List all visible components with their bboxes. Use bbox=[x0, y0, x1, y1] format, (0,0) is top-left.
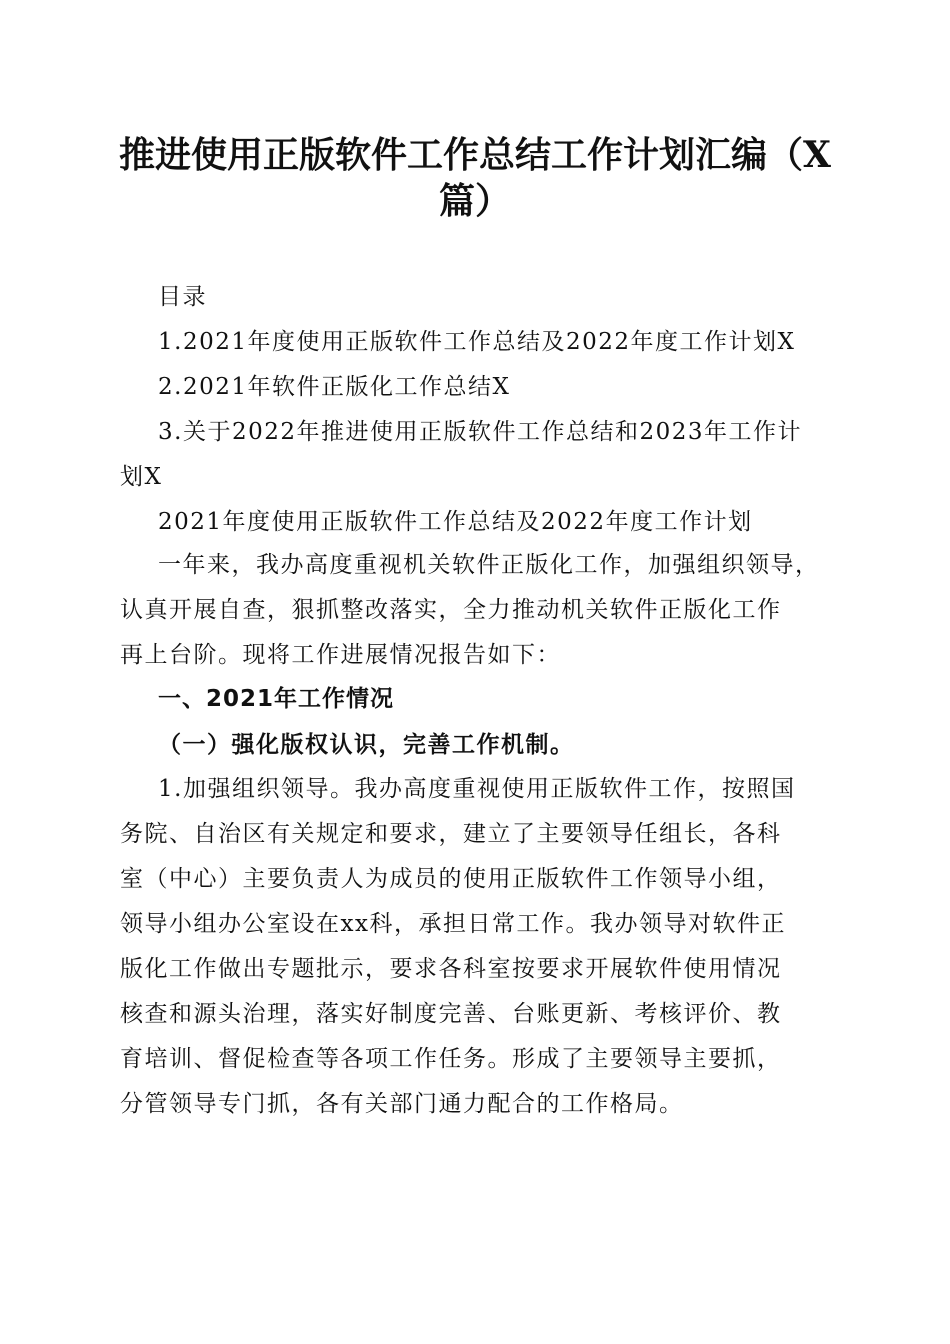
intro-line-1: 一年来，我办高度重视机关软件正版化工作，加强组织领导， bbox=[158, 552, 820, 578]
paragraph-1-line-8: 分管领导专门抓，各有关部门通力配合的工作格局。 bbox=[120, 1091, 684, 1117]
toc-item-2: 2.2021年软件正版化工作总结X bbox=[158, 374, 511, 400]
paragraph-1-line-1: 1.加强组织领导。我办高度重视使用正版软件工作，按照国 bbox=[158, 776, 796, 802]
paragraph-1-line-5: 版化工作做出专题批示，要求各科室按要求开展软件使用情况 bbox=[120, 956, 782, 982]
toc-item-3: 3.关于2022年推进使用正版软件工作总结和2023年工作计 bbox=[158, 419, 803, 445]
title-line-1: 推进使用正版软件工作总结工作计划汇编（X bbox=[119, 134, 831, 176]
paragraph-1-line-2: 务院、自治区有关规定和要求，建立了主要领导任组长，各科 bbox=[120, 821, 782, 847]
intro-line-2: 认真开展自查，狠抓整改落实，全力推动机关软件正版化工作 bbox=[120, 597, 782, 623]
intro-line-3: 再上台阶。现将工作进展情况报告如下： bbox=[120, 642, 561, 668]
paragraph-1-line-4: 领导小组办公室设在xx科，承担日常工作。我办领导对软件正 bbox=[120, 911, 786, 937]
title-line-2: 篇） bbox=[438, 180, 511, 222]
subheading-1: （一）强化版权认识，完善工作机制。 bbox=[158, 731, 575, 758]
heading-1: 一、2021年工作情况 bbox=[158, 686, 395, 712]
paragraph-1-line-7: 育培训、督促检查等各项工作任务。形成了主要领导主要抓， bbox=[120, 1046, 782, 1072]
paragraph-1-line-3: 室（中心）主要负责人为成员的使用正版软件工作领导小组， bbox=[120, 866, 782, 892]
paragraph-1-line-6: 核查和源头治理，落实好制度完善、台账更新、考核评价、教 bbox=[120, 1001, 782, 1027]
document-title bbox=[110, 132, 840, 224]
toc-item-1: 1.2021年度使用正版软件工作总结及2022年度工作计划X bbox=[158, 329, 796, 355]
toc-heading: 目录 bbox=[158, 284, 207, 310]
toc-item-3-continuation: 划X bbox=[120, 464, 163, 490]
section-title: 2021年度使用正版软件工作总结及2022年度工作计划 bbox=[158, 509, 753, 535]
